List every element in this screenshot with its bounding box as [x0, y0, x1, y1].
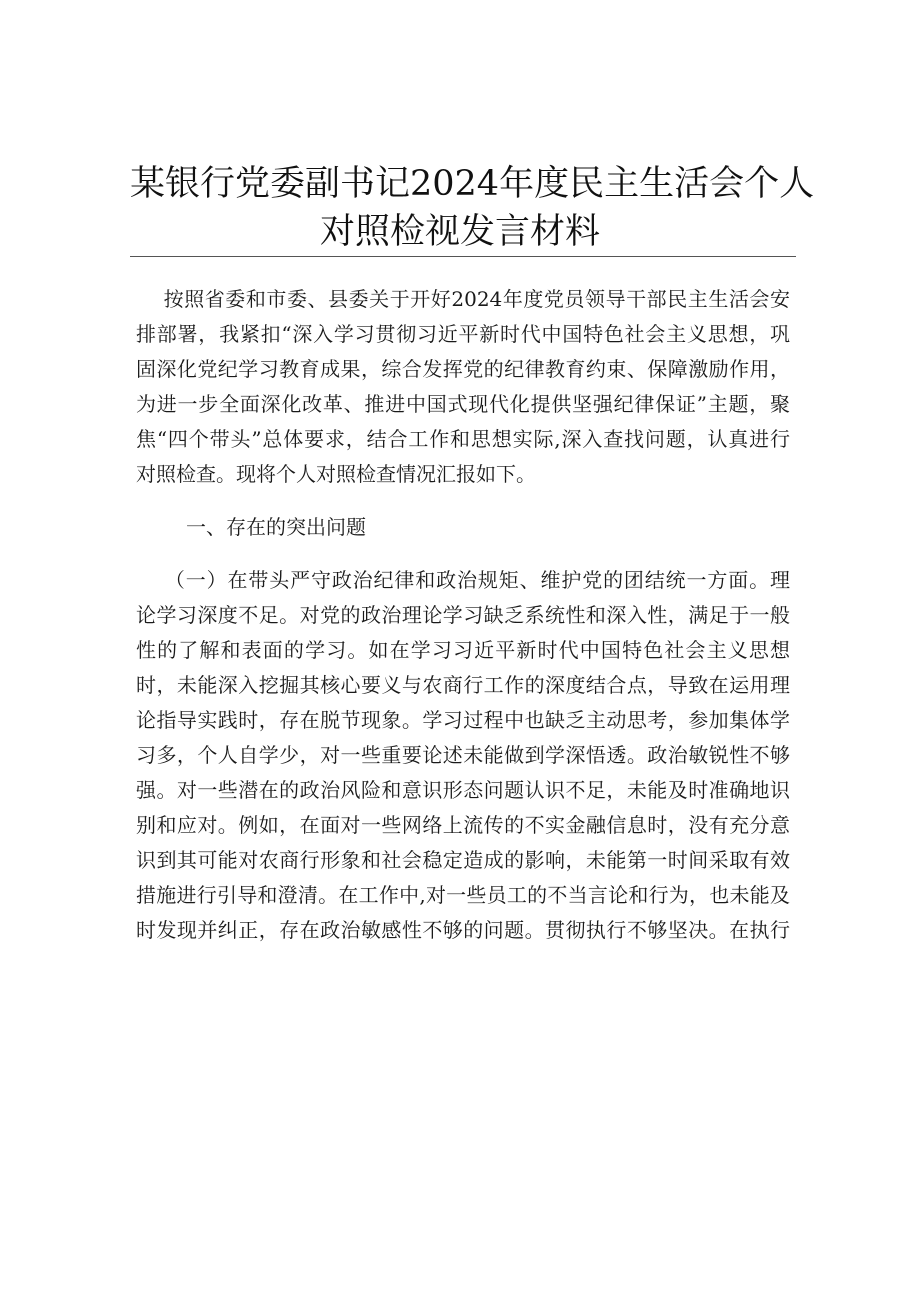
section1-line: 别和应对。例如，在面对一些网络上流传的不实金融信息时，没有充分意 [136, 813, 790, 837]
section1-line: 时发现并纠正，存在政治敏感性不够的问题。贯彻执行不够坚决。在执行 [136, 918, 790, 942]
section1-line: 强。对一些潜在的政治风险和意识形态问题认识不足，未能及时准确地识 [136, 778, 790, 802]
section1-line: 措施进行引导和澄清。在工作中,对一些员工的不当言论和行为，也未能及 [136, 883, 790, 907]
title-line-1: 某银行党委副书记2024年度民主生活会个人 [130, 164, 815, 204]
section1-line: 时，未能深入挖掘其核心要义与农商行工作的深度结合点，导致在运用理 [136, 673, 790, 697]
section1-line: 识到其可能对农商行形象和社会稳定造成的影响，未能第一时间采取有效 [136, 848, 790, 872]
intro-line: 对照检查。现将个人对照检查情况汇报如下。 [136, 462, 536, 486]
intro-line: 焦“四个带头”总体要求，结合工作和思想实际,深入查找问题，认真进行 [136, 427, 790, 451]
intro-line: 排部署，我紧扣“深入学习贯彻习近平新时代中国特色社会主义思想，巩 [136, 322, 790, 346]
intro-line: 按照省委和市委、县委关于开好2024年度党员领导干部民主生活会安 [136, 287, 790, 311]
section1-line: （一）在带头严守政治纪律和政治规矩、维护党的团结统一方面。理 [136, 568, 790, 592]
document-title [130, 160, 815, 256]
document-body [136, 282, 790, 948]
intro-line: 固深化党纪学习教育成果，综合发挥党的纪律教育约束、保障激励作用， [136, 357, 790, 381]
section-heading: 一、存在的突出问题 [186, 515, 366, 539]
section1-line: 论指导实践时，存在脱节现象。学习过程中也缺乏主动思考，参加集体学 [136, 708, 790, 732]
title-underline [130, 256, 796, 257]
title-line-2: 对照检视发言材料 [319, 212, 600, 252]
section1-line: 习多，个人自学少，对一些重要论述未能做到学深悟透。政治敏锐性不够 [136, 743, 790, 767]
section1-line: 性的了解和表面的学习。如在学习习近平新时代中国特色社会主义思想 [136, 638, 790, 662]
intro-line: 为进一步全面深化改革、推进中国式现代化提供坚强纪律保证”主题，聚 [136, 392, 790, 416]
section1-line: 论学习深度不足。对党的政治理论学习缺乏系统性和深入性，满足于一般 [136, 603, 790, 627]
